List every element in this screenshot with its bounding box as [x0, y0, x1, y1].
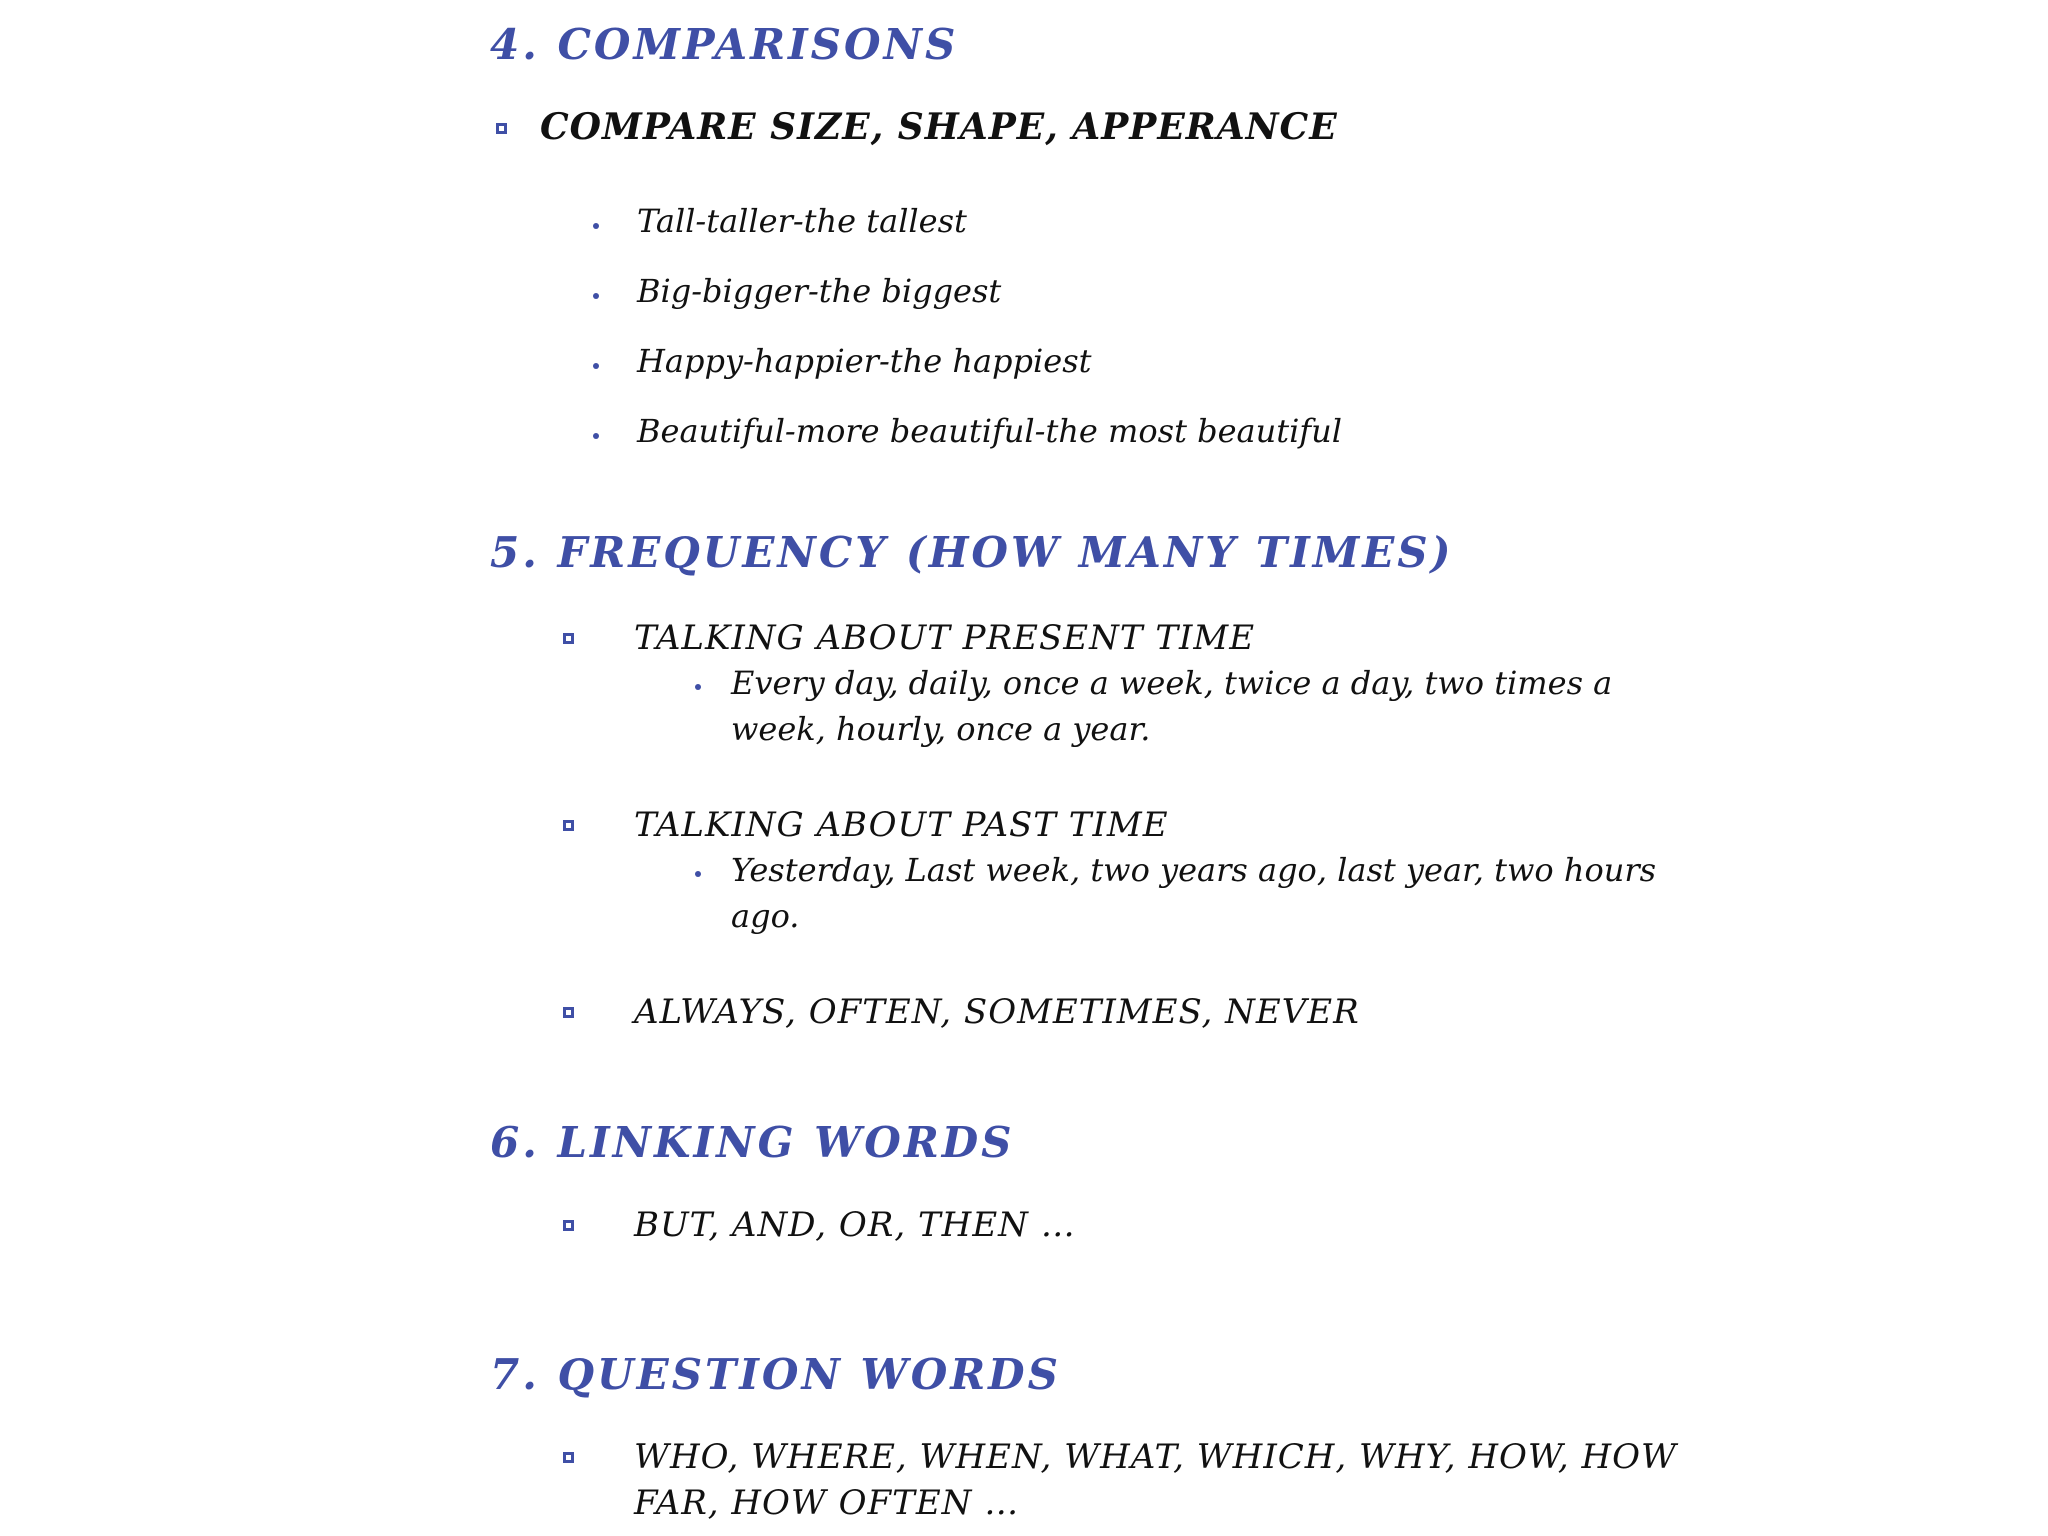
- list-item-present-time: TALKING ABOUT PRESENT TIME: [634, 618, 1256, 658]
- list-item-happy: Happy-happier-the happiest: [637, 342, 1092, 380]
- section-heading-comparisons: 4. COMPARISONS: [490, 20, 959, 69]
- list-item-beautiful: Beautiful-more beautiful-the most beautiful: [637, 412, 1342, 450]
- list-item-question-words-line2: FAR, HOW OFTEN …: [634, 1483, 1020, 1523]
- list-item-present-examples: Every day, daily, once a week, twice a day, two times a week, hourly, once a year.: [731, 664, 1613, 748]
- dot-bullet-icon: [593, 433, 599, 439]
- list-item-tall: Tall-taller-the tallest: [637, 202, 967, 240]
- list-item-always: ALWAYS, OFTEN, SOMETIMES, NEVER: [634, 992, 1360, 1032]
- list-item-big: Big-bigger-the biggest: [637, 272, 1002, 310]
- square-bullet-icon: [563, 1452, 574, 1463]
- dot-bullet-icon: [593, 293, 599, 299]
- section-heading-question-words: 7. QUESTION WORDS: [490, 1350, 1061, 1399]
- dot-bullet-icon: [593, 223, 599, 229]
- dot-bullet-icon: [695, 684, 701, 690]
- square-bullet-icon: [563, 1220, 574, 1231]
- list-item-question-words-line1: WHO, WHERE, WHEN, WHAT, WHICH, WHY, HOW, HOW: [634, 1437, 1677, 1477]
- square-bullet-icon: [496, 123, 507, 134]
- list-item-compare: COMPARE SIZE, SHAPE, APPERANCE: [540, 106, 1338, 148]
- square-bullet-icon: [563, 633, 574, 644]
- square-bullet-icon: [563, 820, 574, 831]
- dot-bullet-icon: [593, 363, 599, 369]
- list-item-past-time: TALKING ABOUT PAST TIME: [634, 805, 1169, 845]
- section-heading-frequency: 5. FREQUENCY (HOW MANY TIMES): [490, 528, 1454, 577]
- section-heading-linking-words: 6. LINKING WORDS: [490, 1118, 1015, 1167]
- dot-bullet-icon: [695, 871, 701, 877]
- list-item-linking: BUT, AND, OR, THEN …: [634, 1205, 1076, 1245]
- square-bullet-icon: [563, 1007, 574, 1018]
- list-item-past-examples: Yesterday, Last week, two years ago, last year, two hours ago.: [731, 851, 1657, 935]
